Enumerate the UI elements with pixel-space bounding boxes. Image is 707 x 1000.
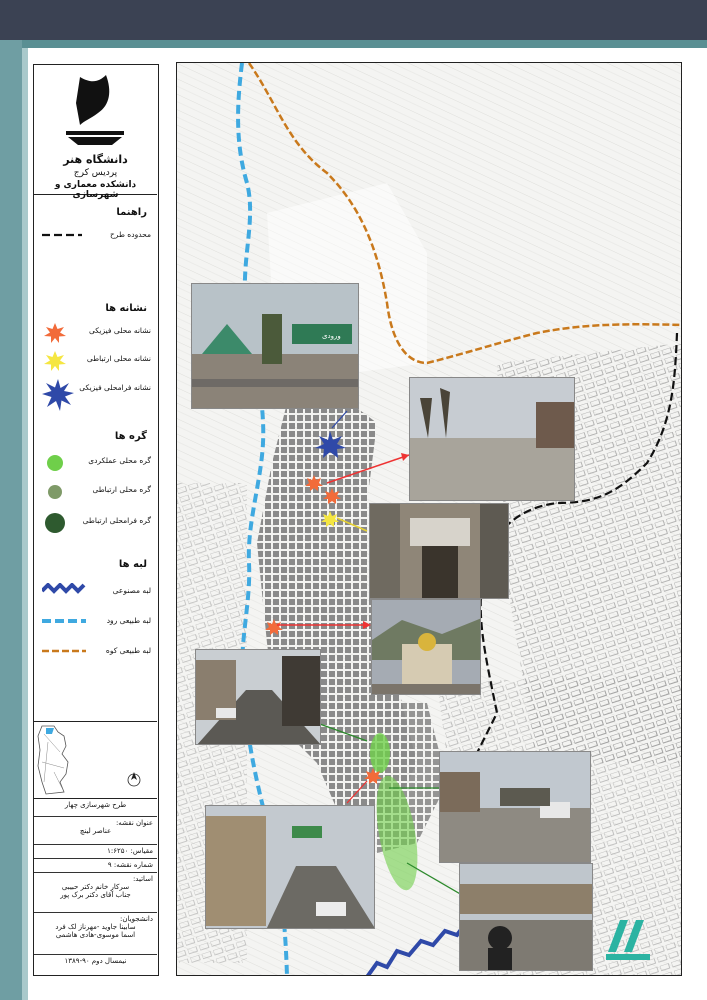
project-title: طرح شهرسازی چهار — [64, 801, 127, 809]
legend-landmark-label: نشانه محلی فیزیکی — [89, 326, 151, 335]
legend-landmark-row — [34, 351, 157, 371]
legend-landmark-row — [34, 379, 157, 411]
legend-boundary-row — [34, 227, 157, 247]
photo-square — [439, 751, 591, 863]
mountain-dash-icon — [42, 643, 86, 659]
edges-title: لبه ها — [118, 559, 147, 570]
legend-node-row — [34, 511, 157, 535]
star-blue-icon — [42, 379, 74, 411]
legend-edge-label: لبه طبیعی رود — [106, 616, 151, 625]
legend-node-row — [34, 482, 157, 502]
legend-landmark-row — [34, 323, 157, 343]
boundary-dash-icon — [42, 227, 82, 243]
photo-street-south — [205, 805, 375, 929]
photo-plaza-image — [410, 378, 575, 501]
legend-edge-label: لبه طبیعی کوه — [105, 646, 151, 655]
minimap-icon — [34, 722, 157, 798]
semester-row — [34, 955, 157, 973]
node-light-green-icon — [42, 453, 68, 473]
legend-node-label: گره فرامحلی ارتباطی — [82, 516, 151, 525]
node-olive-icon — [42, 482, 68, 502]
photo-street-north — [195, 649, 321, 745]
info-table — [34, 799, 157, 975]
legend-edge-label: لبه مصنوعی — [112, 586, 151, 595]
legend — [34, 195, 157, 721]
node-dark-green-icon — [42, 511, 68, 535]
header-bar — [0, 0, 707, 40]
students-label: دانشجویان: — [120, 915, 153, 923]
legend-node-label: گره محلی ارتباطی — [92, 485, 151, 494]
map-title: عناصر لینچ — [79, 827, 112, 835]
north-arrow-icon — [128, 772, 140, 786]
map-title-label: عنوان نقشه: — [115, 819, 153, 827]
nodes-title: گره ها — [114, 431, 147, 442]
photo-mosque-image — [372, 600, 481, 695]
students-row — [34, 913, 157, 955]
photo-bazaar-image — [460, 864, 593, 971]
photo-street-south-image — [206, 806, 375, 929]
legend-title: راهنما — [116, 207, 147, 218]
node-functional — [370, 733, 390, 773]
legend-node-label: گره محلی عملکردی — [88, 456, 151, 465]
star-orange-icon — [42, 323, 68, 343]
photo-bazaar — [459, 863, 593, 971]
instructors-label: اساتید: — [132, 875, 153, 883]
photo-plaza — [409, 377, 575, 501]
landmarks-title: نشانه ها — [105, 303, 147, 314]
photo-alley — [369, 503, 509, 599]
photo-square-image — [440, 752, 591, 863]
legend-edge-row — [34, 643, 157, 663]
watermark-logo-icon — [602, 912, 656, 966]
legend-boundary-label: محدوده طرح — [109, 230, 151, 239]
star-yellow-icon — [42, 351, 68, 371]
sheet-label: شماره نقشه: ۹ — [107, 861, 153, 869]
photo-entrance — [191, 283, 359, 409]
legend-node-row — [34, 453, 157, 473]
map-title-row — [34, 817, 157, 845]
students-2: اسما موسوی-هادی هاشمی — [55, 931, 136, 939]
scale-row — [34, 845, 157, 859]
photo-mosque — [371, 599, 481, 695]
zigzag-blue-icon — [42, 583, 86, 599]
instructors-row — [34, 873, 157, 913]
header-accent-bar — [0, 40, 707, 48]
sheet-row — [34, 859, 157, 873]
photo-alley-image — [370, 504, 509, 599]
university-name: دانشگاه هنر — [63, 153, 128, 166]
students-1: سابینا جاوید -مهرناز لک فرد — [55, 923, 136, 931]
instructor-2: جناب آقای دکتر برک پور — [60, 891, 131, 899]
faculty-name: دانشکده معماری و شهرسازی — [54, 180, 137, 200]
instructor-1: سرکار خانم دکتر حبیبی — [61, 883, 130, 891]
semester: نیمسال دوم ۹۰-۱۳۸۹ — [64, 957, 127, 965]
university-logo-icon — [62, 73, 128, 151]
left-stripe — [0, 40, 22, 1000]
project-row — [34, 799, 157, 817]
river-dash-icon — [42, 613, 86, 629]
logo-box — [34, 65, 157, 200]
location-minimap — [34, 721, 157, 799]
photo-street-north-image — [196, 650, 321, 745]
legend-edge-row — [34, 613, 157, 633]
legend-landmark-label: نشانه فرامحلی فیزیکی — [79, 383, 151, 392]
scale-label: مقیاس: ۱:۶۲۵۰ — [107, 847, 153, 855]
legend-edge-row — [34, 583, 157, 603]
legend-landmark-label: نشانه محلی ارتباطی — [86, 354, 151, 363]
entrance-sign: ورودی — [322, 332, 341, 340]
photo-entrance-image — [192, 284, 359, 409]
info-panel — [33, 64, 159, 976]
map-frame — [176, 62, 682, 976]
campus-name: پردیس کرج — [73, 168, 118, 178]
